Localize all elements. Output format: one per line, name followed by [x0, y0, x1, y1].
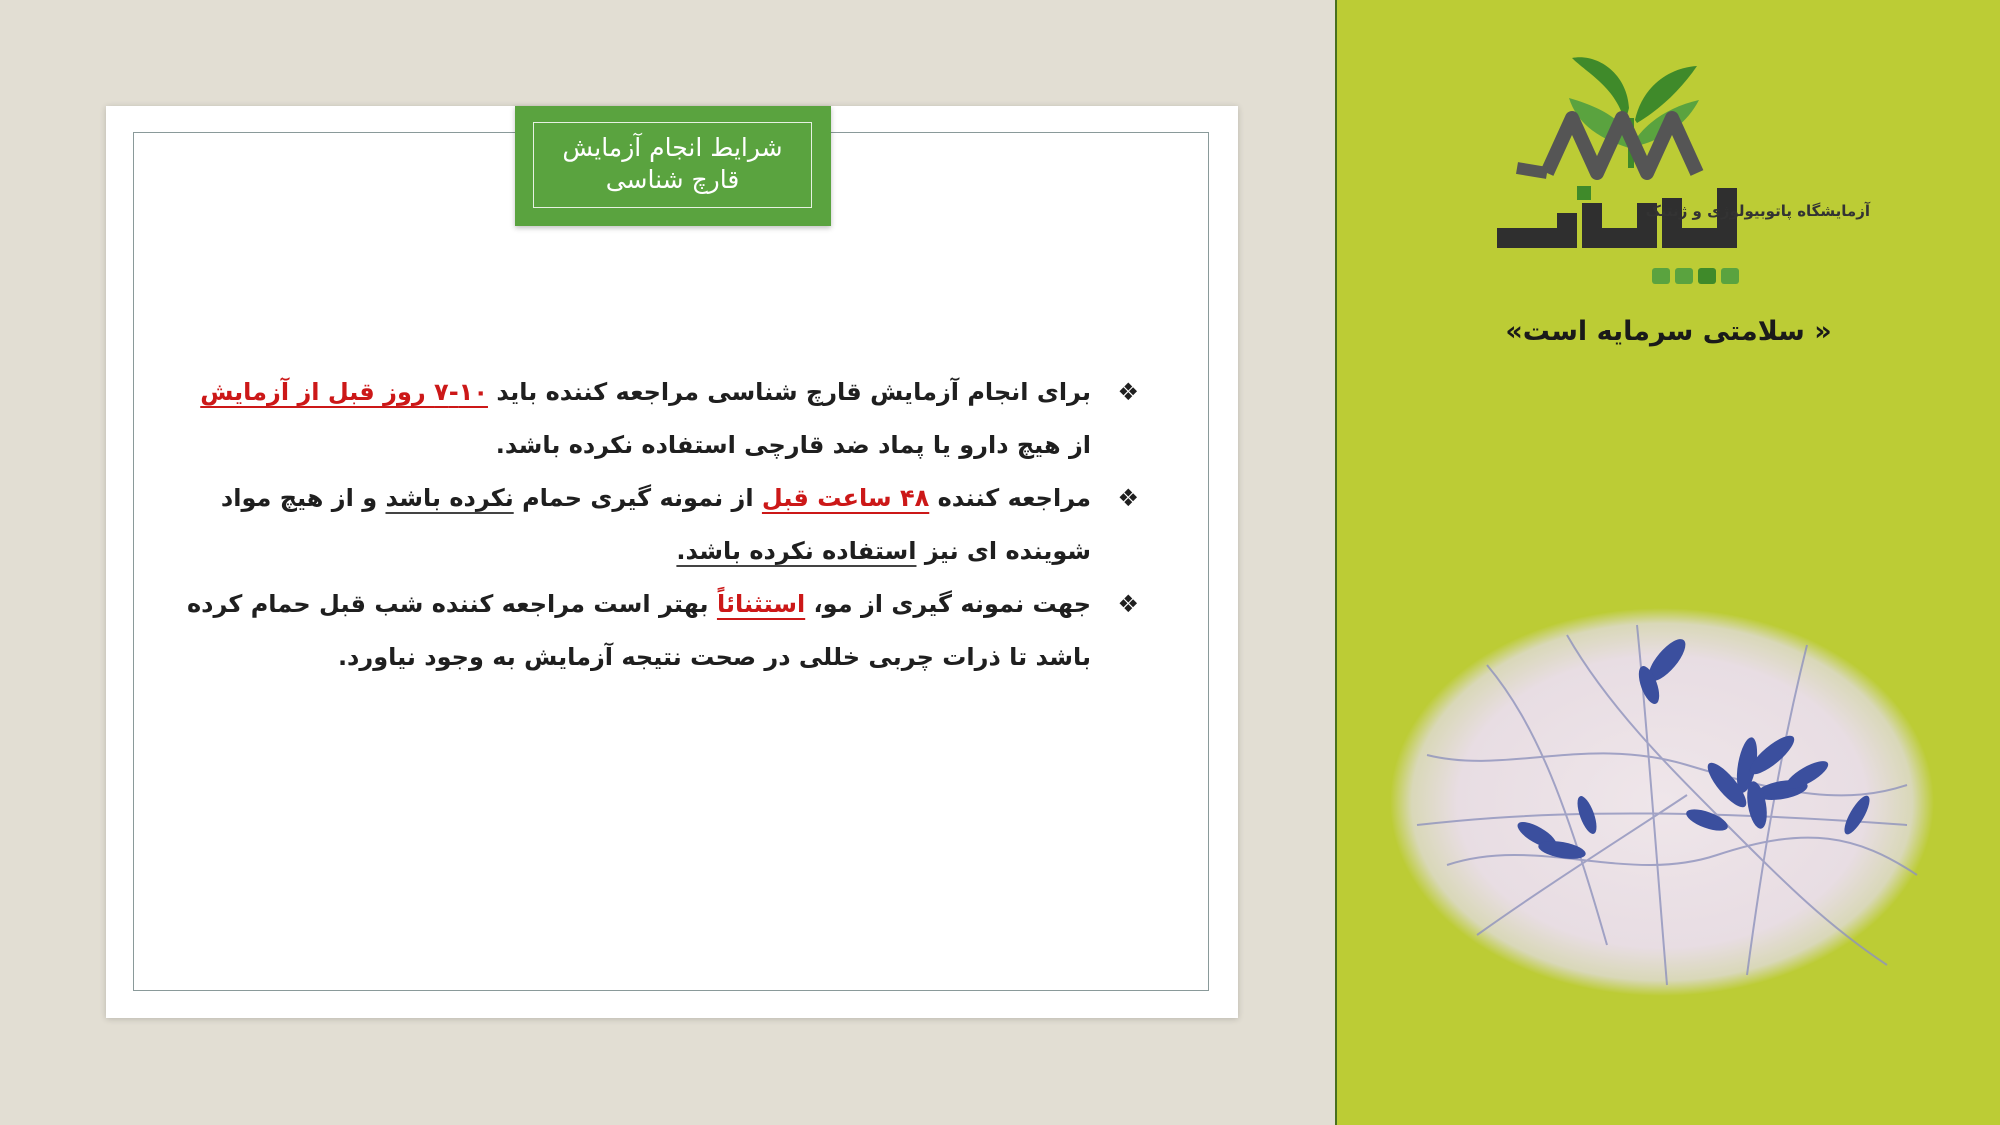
slide-title-box [515, 106, 831, 226]
microscope-image [1387, 605, 1937, 1000]
slide-title [533, 122, 812, 208]
bullet-item [181, 366, 1141, 472]
bullet-item [181, 578, 1141, 684]
bullet-text: برای انجام آزمایش قارچ شناسی مراجعه کننده باید ۱۰-۷ روز قبل از آزمایش از هیچ دارو یا پماد ضد قارچی استفاده نکرده باشد. [200, 378, 1091, 459]
peyvand-logo [1477, 28, 1870, 298]
slogan-text: « سلامتی سرمایه است» [1505, 316, 1832, 347]
content-card [106, 106, 1238, 1018]
sidebar-panel [1335, 0, 2000, 1125]
bullet-list [181, 366, 1141, 684]
highlight-text: ۱۰-۷ روز قبل از آزمایش [200, 378, 488, 406]
diamond-bullet-icon: ❖ [1117, 484, 1139, 512]
underlined-text: نکرده باشد [385, 484, 514, 512]
bullet-text: جهت نمونه گیری از مو، استثنائاً بهتر است مراجعه کننده شب قبل حمام کرده باشد تا ذرات چربی خللی در صحت نتیجه آزمایش به وجود نیاورد. [186, 590, 1091, 671]
highlight-text: استثنائاً [716, 590, 806, 618]
highlight-text: ۴۸ ساعت قبل [761, 484, 930, 512]
bullet-text: مراجعه کننده ۴۸ ساعت قبل از نمونه گیری حمام نکرده باشد و از هیچ مواد شوینده ای نیز استفاده نکرده باشد. [220, 484, 1091, 565]
underlined-text: استفاده نکرده باشد. [676, 537, 917, 565]
bullet-item [181, 472, 1141, 578]
diamond-bullet-icon: ❖ [1117, 590, 1139, 618]
logo-caption: آزمایشگاه پاتوبیولوژی و ژنتیک [1645, 202, 1870, 220]
diamond-bullet-icon: ❖ [1117, 378, 1139, 406]
slide-title-line1: شرایط انجام آزمایش [562, 133, 783, 162]
fungus-microscope-photo [1387, 605, 1937, 1000]
logo-graphic [1477, 28, 1797, 298]
slide-title-line2: قارچ شناسی [605, 165, 740, 194]
